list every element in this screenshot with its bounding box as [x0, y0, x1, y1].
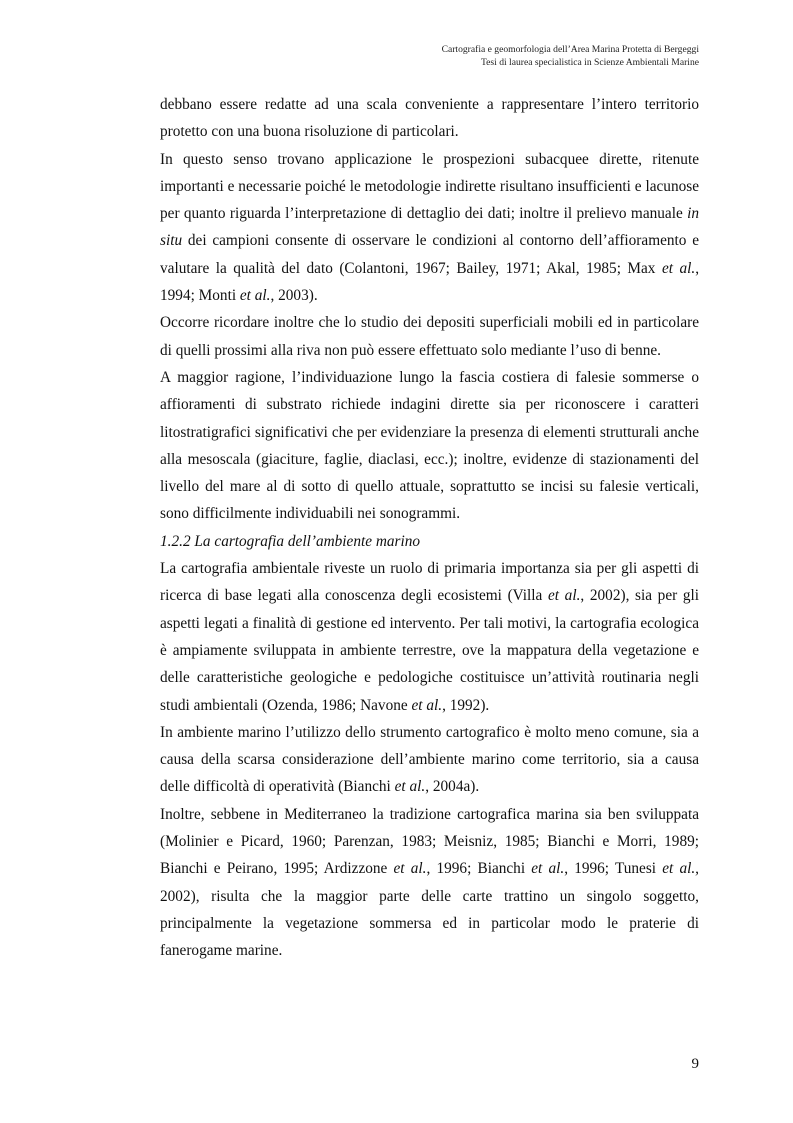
text-run: , 1992). — [442, 696, 490, 714]
text-run: , 2002), sia per gli aspetti legati a finalità di gestione ed intervento. Per tali motivi, la cartografia ecologica è ampiamente sviluppata in ambiente terrestre, ove la mappatura della vegetazione e delle caratteristiche geologiche e pedologiche costituisce un’attività routinaria negli studi ambientali (Ozenda, 1986; Navone — [160, 587, 700, 714]
italic-text: in situ — [160, 205, 699, 250]
section-subheading: 1.2.2 La cartografia dell’ambiente marino — [160, 532, 421, 550]
text-run: , 1996; Bianchi — [426, 860, 532, 878]
text-run: debbano essere redatte ad una scala conveniente a rappresentare l’intero territorio protetto con una buona risoluzione di particolari. — [160, 96, 699, 141]
text-run: , 2003). — [270, 287, 318, 305]
paragraph-group-1 — [160, 91, 699, 528]
paragraph — [160, 91, 699, 146]
italic-text: et al. — [394, 778, 426, 796]
italic-text: et al. — [531, 860, 565, 878]
text-run: , 1996; Tunesi — [564, 860, 663, 878]
italic-text: et al. — [547, 587, 581, 605]
paragraph — [160, 309, 699, 364]
text-run: 2002), risulta che la maggior parte delle carte trattino un singolo soggetto, principalmente la vegetazione sommersa ed in particolar modo le praterie di fanerogame marine. — [160, 887, 699, 960]
text-run: Inoltre, sebbene in Mediterraneo la tradizione cartografica marina sia ben sviluppata (Molinier e Picard, 1960; Parenzan, 1983; Meisniz, 1985; Bianchi e Morri, 1989; Bianchi e Peirano, 1995; Ardizzone — [160, 805, 699, 878]
paragraph-group-2 — [160, 555, 699, 964]
header-subtitle: Tesi di laurea specialistica in Scienze Ambientali Marine — [480, 57, 699, 68]
text-run: In questo senso trovano applicazione le prospezioni subacquee dirette, ritenute importanti e necessarie poiché le metodologie indirette risultano insufficienti e lacunose per quanto riguarda l’interpretazione di dettaglio dei dati; inoltre il prelievo manuale — [160, 150, 699, 223]
italic-text: et al. — [239, 287, 271, 305]
running-header — [442, 43, 699, 69]
text-run: A maggior ragione, l’individuazione lungo la fascia costiera di falesie sommerse o affioramenti di substrato richiede indagini dirette sia per riconoscere i caratteri litostratigrafici significativi che per evidenziare la presenza di elementi strutturali anche alla mesoscala (giaciture, faglie, diaclasi, ecc.); inoltre, evidenze di stazionamenti del livello del mare al di sotto di quello attuale, soprattutto se incisi su falesie verticali, sono difficilmente individuabili nei sonogrammi. — [160, 368, 699, 523]
text-run: , 1994; Monti — [160, 259, 700, 305]
italic-text: et al. — [393, 860, 427, 878]
text-run: , 2004a). — [425, 778, 480, 796]
body-text — [160, 91, 699, 965]
text-run: In ambiente marino l’utilizzo dello strumento cartografico è molto meno comune, sia a causa della scarsa considerazione dell’ambiente marino come territorio, sia a causa delle difficoltà di operatività (Bianchi — [160, 723, 699, 796]
paragraph — [160, 364, 699, 528]
text-run: La cartografia ambientale riveste un ruolo di primaria importanza sia per gli aspetti di ricerca di base legati alla conoscenza degli ecosistemi (Villa — [160, 560, 699, 605]
page-number: 9 — [691, 1056, 699, 1072]
text-run: Occorre ricordare inoltre che lo studio dei depositi superficiali mobili ed in particolare di quelli prossimi alla riva non può essere effettuato solo mediante l’uso di benne. — [160, 314, 699, 359]
paragraph — [160, 719, 699, 801]
italic-text: et al. — [411, 696, 443, 714]
header-title: Cartografia e geomorfologia dell’Area Marina Protetta di Bergeggi — [441, 44, 699, 55]
italic-text: et al. — [661, 259, 696, 277]
italic-text: et al., — [662, 860, 699, 878]
paragraph — [160, 146, 699, 310]
paragraph — [160, 801, 699, 965]
paragraph — [160, 555, 699, 719]
text-run: dei campioni consente di osservare le condizioni al contorno dell’affioramento e valutare la qualità del dato (Colantoni, 1967; Bailey, 1971; Akal, 1985; Max — [160, 232, 699, 277]
